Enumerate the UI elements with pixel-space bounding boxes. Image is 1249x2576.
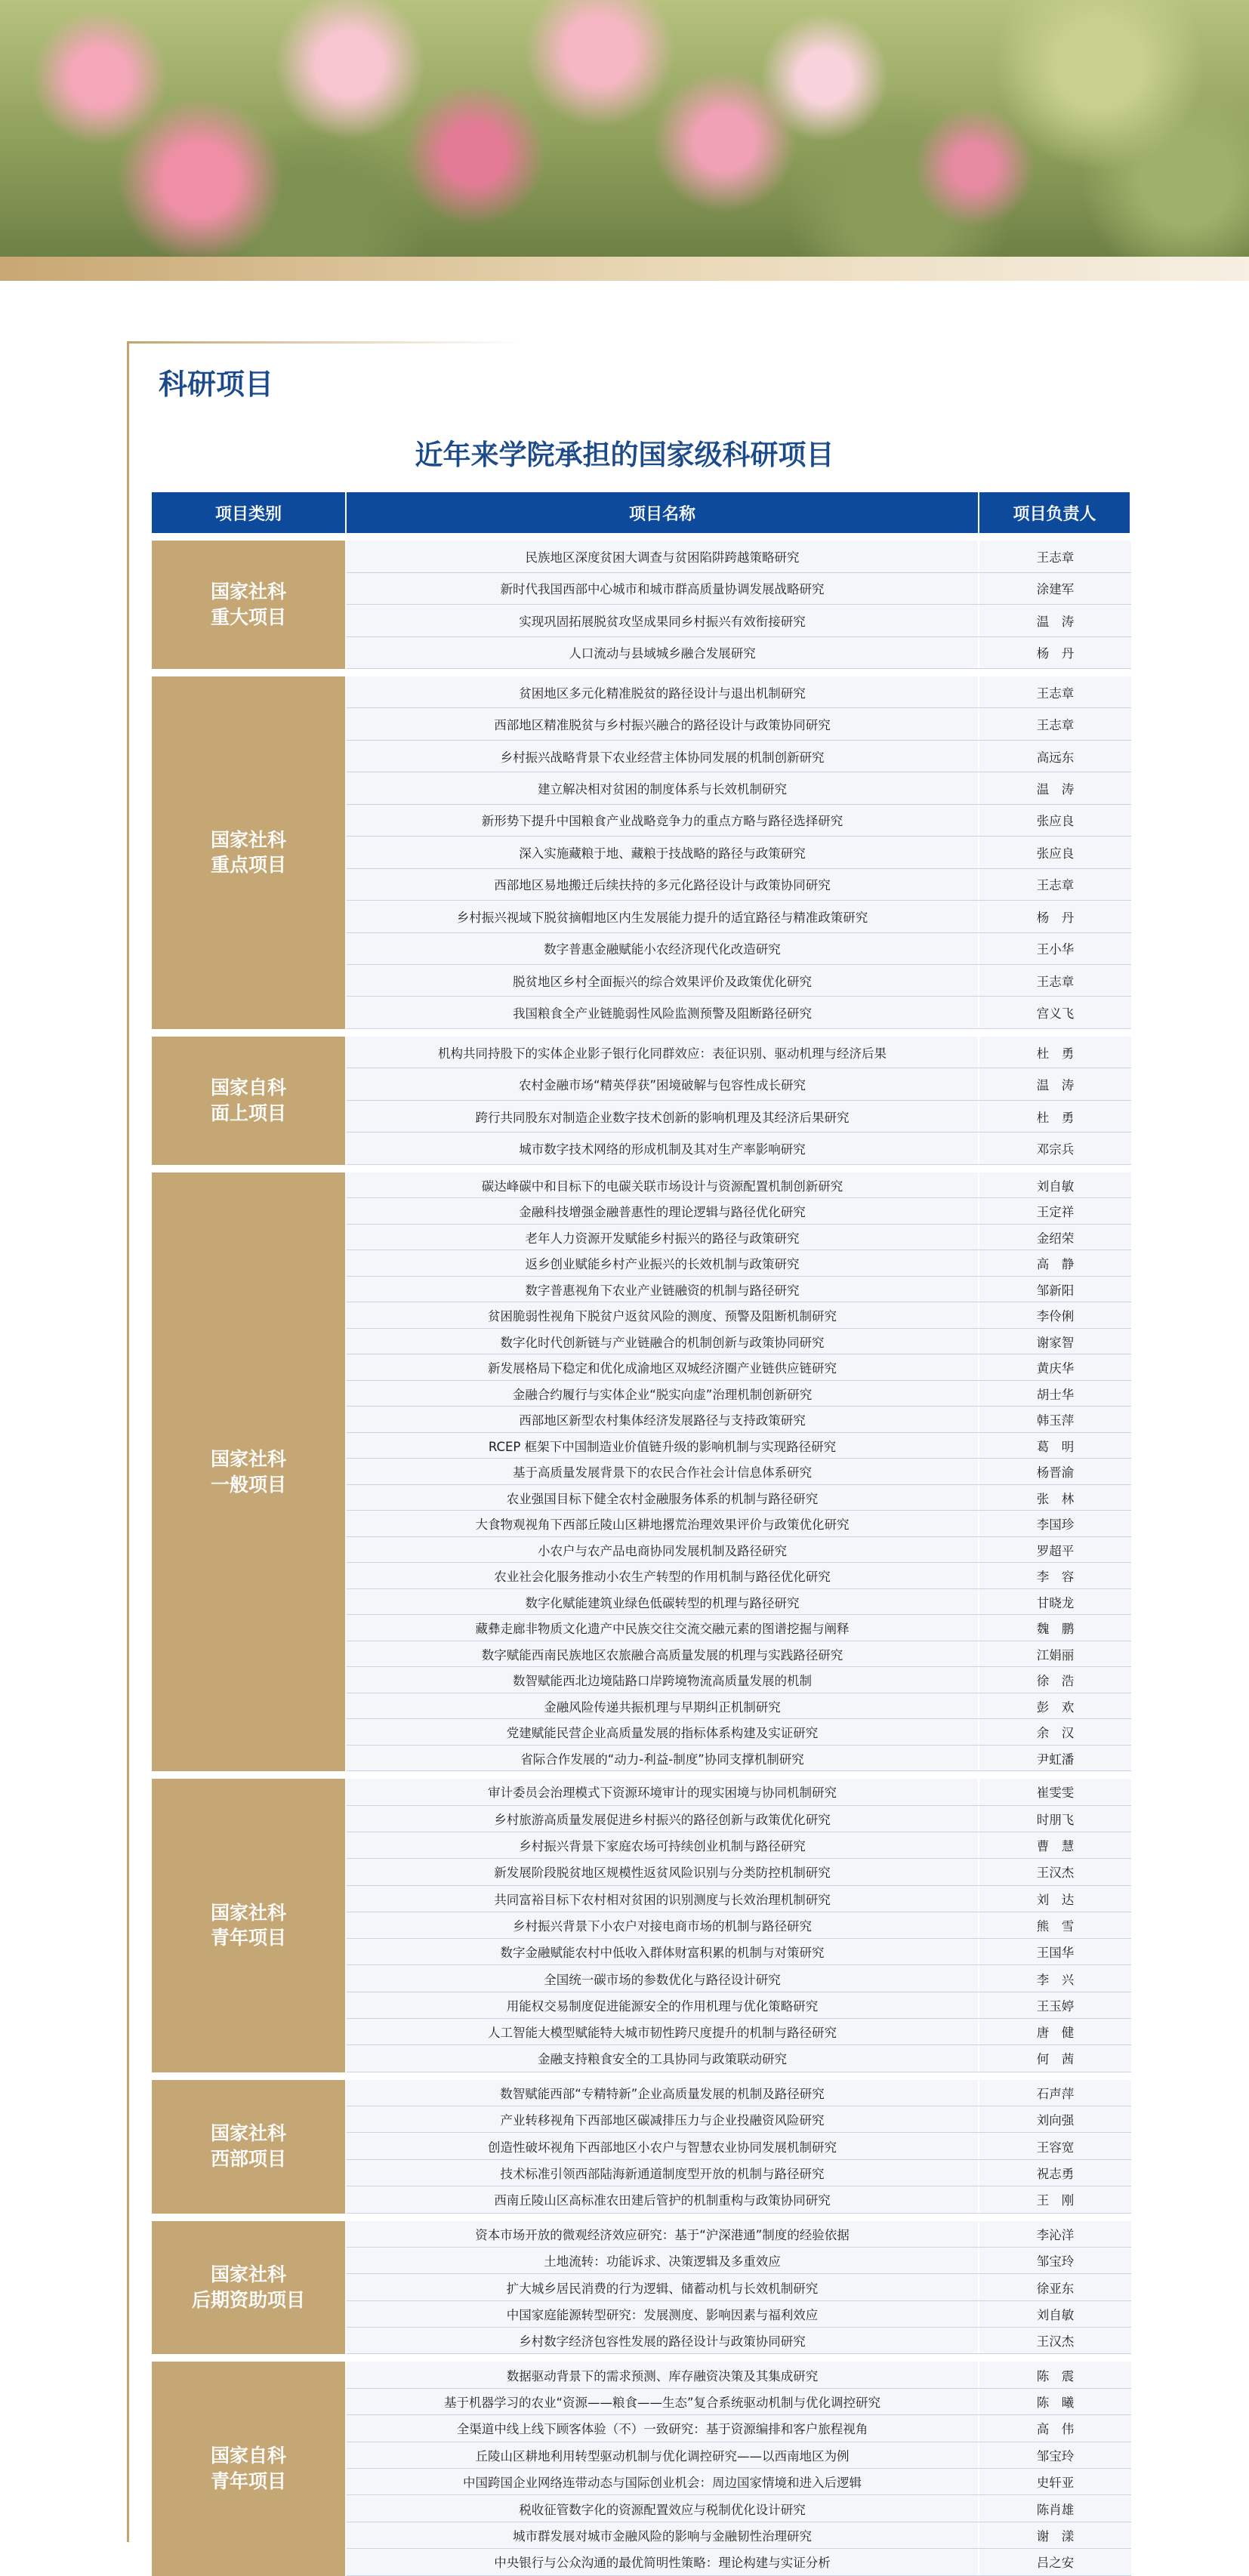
project-leader-cell: 李 容 — [978, 1563, 1131, 1588]
table-row — [347, 1037, 1131, 1069]
project-name-cell: 中国跨国企业网络连带动态与国际创业机会：周边国家情境和进入后逻辑 — [463, 2476, 862, 2491]
table-row — [347, 2362, 1131, 2388]
header-leader: 项目负责人 — [1013, 504, 1096, 524]
project-leader-cell: 王定祥 — [978, 1198, 1131, 1224]
project-leader-cell: 陈 曦 — [978, 2389, 1131, 2414]
project-leader-cell: 石声萍 — [978, 2080, 1131, 2106]
project-leader-cell: 黄庆华 — [978, 1354, 1131, 1380]
table-row — [347, 2160, 1131, 2186]
category-cell: 国家社科 西部项目 — [152, 2080, 345, 2214]
project-name-cell: 中央银行与公众沟通的最优简明性策略：理论构建与实证分析 — [494, 2556, 831, 2571]
table-row — [347, 2274, 1131, 2300]
project-name-cell: 扩大城乡居民消费的行为逻辑、储蓄动机与长效机制研究 — [506, 2281, 819, 2296]
project-leader-cell: 王志章 — [978, 708, 1131, 739]
project-leader-cell: 余 汉 — [978, 1719, 1131, 1745]
table-row — [347, 2106, 1131, 2133]
table-row — [347, 2301, 1131, 2328]
project-name-cell: 基于机器学习的农业“资源——粮食——生态”复合系统驱动机制与优化调控研究 — [443, 2396, 881, 2411]
table-row — [347, 1225, 1131, 1251]
table-row — [347, 1132, 1131, 1165]
table-row — [347, 1693, 1131, 1720]
project-name-cell: 新发展格局下稳定和优化成渝地区双城经济圈产业链供应链研究 — [488, 1361, 837, 1376]
table-row — [347, 1667, 1131, 1693]
project-name-cell: 技术标准引领西部陆海新通道制度型开放的机制与路径研究 — [500, 2166, 825, 2181]
table-row — [347, 1589, 1131, 1616]
project-name-cell: 小农户与农产品电商协同发展机制及路径研究 — [538, 1543, 787, 1558]
project-name-cell: 数据驱动背景下的需求预测、库存融资决策及其集成研究 — [506, 2368, 819, 2383]
group-rows — [347, 2080, 1131, 2214]
table-group — [152, 676, 1130, 1029]
project-leader-cell: 熊 雪 — [978, 1912, 1131, 1938]
table-row — [347, 2248, 1131, 2274]
project-leader-cell: 史轩亚 — [978, 2469, 1131, 2494]
project-name-cell: 深入实施藏粮于地、藏粮于技战略的路径与政策研究 — [519, 846, 806, 861]
header-banner-image — [0, 0, 1249, 257]
project-leader-cell: 高 静 — [978, 1250, 1131, 1276]
project-leader-cell: 唐 健 — [978, 2019, 1131, 2044]
project-leader-cell: 高 伟 — [978, 2415, 1131, 2441]
table-row — [347, 1719, 1131, 1746]
category-cell: 国家社科 重大项目 — [152, 541, 345, 669]
project-leader-cell: 杨 丹 — [978, 637, 1131, 669]
project-leader-cell: 邹新阳 — [978, 1277, 1131, 1302]
table-row — [347, 772, 1131, 804]
project-name-cell: 乡村数字经济包容性发展的路径设计与政策协同研究 — [519, 2334, 806, 2350]
project-leader-cell: 祝志勇 — [978, 2160, 1131, 2186]
project-leader-cell: 杨 丹 — [978, 901, 1131, 932]
table-row — [347, 1381, 1131, 1407]
project-leader-cell: 彭 欢 — [978, 1693, 1131, 1719]
group-rows — [347, 1779, 1131, 2072]
project-name-cell: 西南丘陵山区高标准农田建后管护的机制重构与政策协同研究 — [494, 2193, 831, 2208]
table-row — [347, 2133, 1131, 2159]
project-leader-cell: 谢家智 — [978, 1329, 1131, 1354]
table-row — [347, 1277, 1131, 1303]
table-row — [347, 1992, 1131, 2019]
table-row — [347, 573, 1131, 605]
project-name-cell: 实现巩固拓展脱贫攻坚成果同乡村振兴有效衔接研究 — [519, 614, 806, 629]
project-name-cell: 农业强国目标下健全农村金融服务体系的机制与路径研究 — [506, 1491, 819, 1506]
header-category: 项目类别 — [214, 504, 282, 524]
table-row — [347, 541, 1131, 573]
project-name-cell: 藏彝走廊非物质文化遗产中民族交往交流交融元素的图谱挖掘与阐释 — [475, 1622, 850, 1637]
project-leader-cell: 王志章 — [978, 965, 1131, 996]
project-leader-cell: 刘 达 — [978, 1886, 1131, 1912]
table-header — [152, 492, 1130, 533]
group-rows — [347, 2221, 1131, 2355]
project-name-cell: 大食物观视角下西部丘陵山区耕地撂荒治理效果评价与政策优化研究 — [475, 1518, 850, 1533]
project-leader-cell: 江娟丽 — [978, 1641, 1131, 1667]
table-row — [347, 837, 1131, 868]
project-name-cell: 西部地区精准脱贫与乡村振兴融合的路径设计与政策协同研究 — [494, 718, 831, 733]
project-leader-cell: 温 涛 — [978, 1068, 1131, 1100]
project-name-cell: 建立解决相对贫困的制度体系与长效机制研究 — [538, 782, 787, 797]
group-rows — [347, 1172, 1131, 1772]
table-row — [347, 2186, 1131, 2213]
table-row — [347, 605, 1131, 637]
project-leader-cell: 徐 浩 — [978, 1667, 1131, 1693]
project-name-cell: 跨行共同股东对制造企业数字技术创新的影响机理及其经济后果研究 — [475, 1110, 850, 1125]
project-name-cell: 乡村振兴背景下家庭农场可持续创业机制与路径研究 — [519, 1839, 806, 1854]
project-leader-cell: 邓宗兵 — [978, 1132, 1131, 1164]
project-leader-cell: 温 涛 — [978, 605, 1131, 636]
project-name-cell: 贫困地区多元化精准脱贫的路径设计与退出机制研究 — [519, 686, 806, 701]
table-row — [347, 637, 1131, 670]
project-name-cell: 党建赋能民营企业高质量发展的指标体系构建及实证研究 — [506, 1726, 819, 1741]
table-row — [347, 1537, 1131, 1564]
project-name-cell: 数字普惠金融赋能小农经济现代化改造研究 — [544, 942, 781, 957]
project-name-cell: 我国粮食全产业链脆弱性风险监测预警及阻断路径研究 — [513, 1006, 812, 1021]
project-name-cell: RCEP 框架下中国制造业价值链升级的影响机制与实现路径研究 — [488, 1439, 837, 1454]
project-leader-cell: 陈 震 — [978, 2362, 1131, 2387]
project-name-cell: 人工智能大模型赋能特大城市韧性跨尺度提升的机制与路径研究 — [488, 2026, 837, 2041]
gold-frame-line-top — [127, 341, 520, 344]
project-name-cell: 贫困脆弱性视角下脱贫户返贫风险的测度、预警及阻断机制研究 — [488, 1309, 837, 1324]
project-leader-cell: 谢 漾 — [978, 2522, 1131, 2548]
project-name-cell: 共同富裕目标下农村相对贫困的识别测度与长效治理机制研究 — [494, 1892, 831, 1907]
project-leader-cell: 杜 勇 — [978, 1037, 1131, 1068]
project-leader-cell: 刘自敏 — [978, 2301, 1131, 2327]
table-row — [347, 676, 1131, 708]
project-name-cell: 城市数字技术网络的形成机制及其对生产率影响研究 — [519, 1142, 806, 1157]
project-name-cell: 金融合约履行与实体企业“脱实向虚”治理机制创新研究 — [512, 1387, 813, 1402]
table-row — [347, 2442, 1131, 2469]
project-name-cell: 创造性破坏视角下西部地区小农户与智慧农业协同发展机制研究 — [488, 2140, 837, 2155]
project-leader-cell: 李 兴 — [978, 1965, 1131, 1991]
project-leader-cell: 王志章 — [978, 676, 1131, 707]
table-group — [152, 1779, 1130, 2072]
project-name-cell: 数字化时代创新链与产业链融合的机制创新与政策协同研究 — [500, 1335, 825, 1350]
category-cell: 国家自科 青年项目 — [152, 2362, 345, 2575]
table-group — [152, 2362, 1130, 2575]
banner-gold-strip — [0, 257, 1249, 281]
project-name-cell: 返乡创业赋能乡村产业振兴的长效机制与政策研究 — [525, 1257, 800, 1272]
table-row — [347, 2522, 1131, 2549]
project-leader-cell: 杜 勇 — [978, 1101, 1131, 1132]
table-row — [347, 1433, 1131, 1459]
table-row — [347, 1068, 1131, 1101]
category-cell: 国家自科 面上项目 — [152, 1037, 345, 1165]
project-name-cell: 乡村振兴背景下小农户对接电商市场的机制与路径研究 — [513, 1918, 812, 1934]
project-name-cell: 城市群发展对城市金融风险的影响与金融韧性治理研究 — [513, 2529, 812, 2544]
project-name-cell: 全国统一碳市场的参数优化与路径设计研究 — [544, 1972, 781, 1987]
table-row — [347, 1250, 1131, 1277]
project-leader-cell: 王汉杰 — [978, 1859, 1131, 1884]
table-row — [347, 708, 1131, 740]
project-leader-cell: 陈肖雄 — [978, 2495, 1131, 2521]
table-row — [347, 1198, 1131, 1225]
table-row — [347, 2080, 1131, 2106]
table-row — [347, 1859, 1131, 1885]
project-name-cell: 数字赋能西南民族地区农旅融合高质量发展的机理与实践路径研究 — [481, 1647, 843, 1662]
project-name-cell: 税收征管数字化的资源配置效应与税制优化设计研究 — [519, 2502, 806, 2517]
project-leader-cell: 张应良 — [978, 805, 1131, 836]
project-name-cell: 中国家庭能源转型研究：发展测度、影响因素与福利效应 — [506, 2307, 819, 2322]
project-name-cell: 审计委员会治理模式下资源环境审计的现实困境与协同机制研究 — [488, 1786, 837, 1801]
group-rows — [347, 676, 1131, 1029]
table-row — [347, 1746, 1131, 1772]
project-name-cell: 民族地区深度贫困大调查与贫困陷阱跨越策略研究 — [525, 550, 800, 565]
project-name-cell: 数智赋能西部“专精特新”企业高质量发展的机制及路径研究 — [500, 2086, 825, 2101]
project-name-cell: 金融风险传递共振机理与早期纠正机制研究 — [544, 1699, 781, 1715]
table-row — [347, 869, 1131, 901]
project-leader-cell: 邹宝玲 — [978, 2248, 1131, 2273]
table-row — [347, 1511, 1131, 1537]
category-cell: 国家社科 重点项目 — [152, 676, 345, 1029]
project-leader-cell: 李伶俐 — [978, 1302, 1131, 1328]
table-row — [347, 1965, 1131, 1992]
project-name-cell: 全渠道中线上线下顾客体验（不）一致研究：基于资源编排和客户旅程视角 — [456, 2422, 868, 2437]
table-row — [347, 2469, 1131, 2495]
table-row — [347, 2019, 1131, 2045]
project-leader-cell: 高远东 — [978, 741, 1131, 772]
project-name-cell: 新形势下提升中国粮食产业战略竞争力的重点方略与路径选择研究 — [481, 814, 843, 829]
project-leader-cell: 魏 鹏 — [978, 1615, 1131, 1641]
table-row — [347, 805, 1131, 837]
table-row — [347, 1407, 1131, 1433]
project-leader-cell: 宫义飞 — [978, 997, 1131, 1028]
project-name-cell: 基于高质量发展背景下的农民合作社会计信息体系研究 — [513, 1465, 812, 1481]
table-row — [347, 933, 1131, 965]
project-name-cell: 省际合作发展的“动力-利益-制度”协同支撑机制研究 — [520, 1752, 804, 1767]
table-row — [347, 2549, 1131, 2575]
project-name-cell: 人口流动与县域城乡融合发展研究 — [569, 646, 756, 661]
project-name-cell: 碳达峰碳中和目标下的电碳关联市场设计与资源配置机制创新研究 — [481, 1179, 843, 1194]
table-row — [347, 1302, 1131, 1329]
table-row — [347, 1832, 1131, 1859]
table-row — [347, 741, 1131, 772]
project-leader-cell: 王容宽 — [978, 2133, 1131, 2158]
project-name-cell: 金融科技增强金融普惠性的理论逻辑与路径优化研究 — [519, 1205, 806, 1220]
project-name-cell: 乡村旅游高质量发展促进乡村振兴的路径创新与政策优化研究 — [494, 1812, 831, 1827]
table-row — [347, 1101, 1131, 1133]
project-leader-cell: 刘自敏 — [978, 1172, 1131, 1198]
category-cell: 国家社科 后期资助项目 — [152, 2221, 345, 2355]
table-row — [347, 1563, 1131, 1589]
project-name-cell: 老年人力资源开发赋能乡村振兴的路径与政策研究 — [525, 1231, 800, 1246]
gold-frame-line-left — [127, 341, 129, 2542]
project-leader-cell: 何 茜 — [978, 2045, 1131, 2071]
project-leader-cell: 李沁洋 — [978, 2221, 1131, 2247]
table-row — [347, 965, 1131, 997]
group-rows — [347, 1037, 1131, 1165]
project-leader-cell: 尹虹潘 — [978, 1746, 1131, 1771]
project-name-cell: 数字金融赋能农村中低收入群体财富积累的机制与对策研究 — [500, 1946, 825, 1961]
project-leader-cell: 韩玉萍 — [978, 1407, 1131, 1432]
table-row — [347, 997, 1131, 1028]
table-row — [347, 2045, 1131, 2072]
project-leader-cell: 刘向强 — [978, 2106, 1131, 2132]
project-leader-cell: 徐亚东 — [978, 2274, 1131, 2300]
project-leader-cell: 李国珍 — [978, 1511, 1131, 1536]
project-leader-cell: 崔雯雯 — [978, 1779, 1131, 1804]
project-name-cell: 脱贫地区乡村全面振兴的综合效果评价及政策优化研究 — [513, 974, 812, 989]
table-row — [347, 2389, 1131, 2415]
project-leader-cell: 王 刚 — [978, 2186, 1131, 2212]
project-name-cell: 新发展阶段脱贫地区规模性返贫风险识别与分类防控机制研究 — [494, 1866, 831, 1881]
project-leader-cell: 王汉杰 — [978, 2328, 1131, 2353]
header-project-name: 项目名称 — [628, 504, 695, 524]
project-leader-cell: 温 涛 — [978, 772, 1131, 803]
project-name-cell: 农业社会化服务推动小农生产转型的作用机制与路径优化研究 — [494, 1570, 831, 1585]
project-leader-cell: 邹宝玲 — [978, 2442, 1131, 2468]
table-row — [347, 1779, 1131, 1805]
project-leader-cell: 王国华 — [978, 1939, 1131, 1964]
project-leader-cell: 张应良 — [978, 837, 1131, 867]
table-row — [347, 2415, 1131, 2442]
projects-table — [152, 492, 1130, 2576]
table-row — [347, 2221, 1131, 2248]
project-name-cell: 数字化赋能建筑业绿色低碳转型的机理与路径研究 — [525, 1595, 800, 1610]
project-name-cell: 西部地区新型农村集体经济发展路径与支持政策研究 — [519, 1413, 806, 1428]
table-group — [152, 2221, 1130, 2355]
table-row — [347, 1329, 1131, 1355]
project-leader-cell: 王志章 — [978, 541, 1131, 572]
table-row — [347, 1806, 1131, 1832]
table-group — [152, 1037, 1130, 1165]
group-rows — [347, 2362, 1131, 2575]
category-cell: 国家社科 青年项目 — [152, 1779, 345, 2072]
page-title: 近年来学院承担的国家级科研项目 — [415, 439, 834, 471]
section-title: 科研项目 — [159, 368, 274, 401]
project-leader-cell: 金绍荣 — [978, 1225, 1131, 1250]
project-name-cell: 机构共同持股下的实体企业影子银行化同群效应：表征识别、驱动机理与经济后果 — [438, 1046, 887, 1061]
table-row — [347, 1172, 1131, 1199]
project-name-cell: 丘陵山区耕地利用转型驱动机制与优化调控研究——以西南地区为例 — [475, 2448, 850, 2464]
table-group — [152, 1172, 1130, 1772]
project-leader-cell: 涂建军 — [978, 573, 1131, 605]
table-row — [347, 1485, 1131, 1511]
table-group — [152, 541, 1130, 669]
project-name-cell: 金融支持粮食安全的工具协同与政策联动研究 — [538, 2052, 787, 2067]
project-name-cell: 乡村振兴视域下脱贫摘帽地区内生发展能力提升的适宜路径与精准政策研究 — [456, 910, 868, 925]
table-row — [347, 1886, 1131, 1912]
project-name-cell: 土地流转：功能诉求、决策逻辑及多重效应 — [544, 2254, 781, 2269]
table-row — [347, 1939, 1131, 1965]
project-leader-cell: 王小华 — [978, 933, 1131, 964]
project-name-cell: 资本市场开放的微观经济效应研究：基于“沪深港通”制度的经验依据 — [475, 2227, 850, 2242]
project-name-cell: 乡村振兴战略背景下农业经营主体协同发展的机制创新研究 — [500, 750, 825, 765]
project-leader-cell: 甘晓龙 — [978, 1589, 1131, 1615]
group-rows — [347, 541, 1131, 669]
project-leader-cell: 吕之安 — [978, 2549, 1131, 2574]
project-leader-cell: 曹 慧 — [978, 1832, 1131, 1858]
table-row — [347, 1459, 1131, 1485]
table-row — [347, 1912, 1131, 1939]
project-name-cell: 西部地区易地搬迁后续扶持的多元化路径设计与政策协同研究 — [494, 878, 831, 893]
table-row — [347, 1641, 1131, 1668]
project-leader-cell: 张 林 — [978, 1485, 1131, 1511]
project-leader-cell: 罗超平 — [978, 1537, 1131, 1563]
project-leader-cell: 王玉婷 — [978, 1992, 1131, 2018]
table-row — [347, 2328, 1131, 2354]
project-leader-cell: 杨晋渝 — [978, 1459, 1131, 1484]
table-row — [347, 1354, 1131, 1381]
project-name-cell: 产业转移视角下西部地区碳减排压力与企业投融资风险研究 — [500, 2113, 825, 2128]
project-name-cell: 数智赋能西北边境陆路口岸跨境物流高质量发展的机制 — [513, 1674, 812, 1689]
table-body — [152, 541, 1130, 2576]
table-row — [347, 1615, 1131, 1641]
category-cell: 国家社科 一般项目 — [152, 1172, 345, 1772]
project-name-cell: 用能权交易制度促进能源安全的作用机理与优化策略研究 — [506, 1998, 819, 2014]
project-name-cell: 新时代我国西部中心城市和城市群高质量协调发展战略研究 — [500, 582, 825, 597]
project-name-cell: 农村金融市场“精英俘获”困境破解与包容性成长研究 — [518, 1078, 806, 1093]
table-row — [347, 901, 1131, 932]
project-leader-cell: 胡士华 — [978, 1381, 1131, 1407]
table-group — [152, 2080, 1130, 2214]
project-leader-cell: 葛 明 — [978, 1433, 1131, 1459]
project-leader-cell: 时朋飞 — [978, 1806, 1131, 1832]
project-leader-cell: 王志章 — [978, 869, 1131, 900]
table-row — [347, 2495, 1131, 2522]
project-name-cell: 数字普惠视角下农业产业链融资的机制与路径研究 — [525, 1283, 800, 1298]
